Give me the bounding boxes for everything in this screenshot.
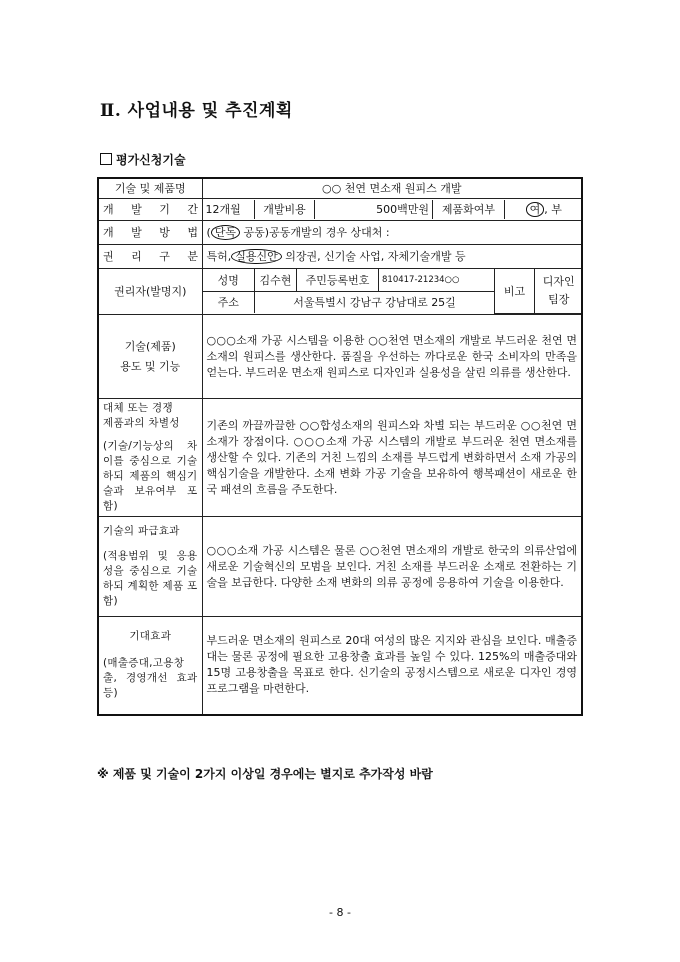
- label-ripple-line1: 기술의 파급효과: [103, 525, 180, 537]
- period-cell: [202, 199, 582, 221]
- label-usage-line2: 용도 및 기능: [120, 359, 181, 373]
- row-differentiation: [98, 399, 582, 517]
- label-expected-note: (매출증대,고용창출, 경영개선 효과 등): [103, 657, 198, 700]
- row-usage: [98, 315, 582, 399]
- label-period: 개 발 기 간: [98, 199, 202, 221]
- row-rights: [98, 245, 582, 269]
- holder-addr-label: 주소: [203, 291, 255, 313]
- label-rights: 권 리 구 분: [98, 245, 202, 269]
- value-rights: [202, 245, 582, 269]
- label-expected-line1: 기대효과: [129, 630, 172, 643]
- label-diff-line1: 대체 또는 경쟁: [103, 402, 173, 414]
- holder-name-label: 성명: [203, 269, 255, 291]
- label-diff-line2: 제품과의 차별성: [103, 417, 180, 429]
- method-rest: 공동)공동개발의 경우 상대처 :: [240, 226, 390, 239]
- label-ripple-note: (적용범위 및 응용성을 중심으로 기술하되 계획한 제품 포함): [103, 550, 198, 607]
- rights-rest: 의장권, 신기술 사업, 자체기술개발 등: [281, 250, 466, 263]
- value-ripple: ○○○소재 가공 시스템은 물론 ○○천연 면소재의 개발로 한국의 의류산업에 새로운 기술혁신의 모범을 보인다. 거친 소재를 부드러운 소재로 전환하는 기술을 보급한다. 다양한 소재 변화의 의류 공정에 응용하여 기술을 이용한다.: [202, 517, 582, 617]
- value-expected: 부드러운 면소재의 원피스로 20대 여성의 많은 지지와 관심을 보인다. 매출증대는 물론 공정에 필요한 고용창출 효과를 높일 수 있다. 125%의 매출증대와 15명 고용창출을 목표로 한다. 신기술의 공정시스템으로 새로운 디자인 경영 프로그램을 마련한다.: [202, 617, 582, 715]
- holder-id-value: 810417-21234○○: [379, 269, 495, 291]
- holder-remark-label: 비고: [495, 269, 535, 313]
- footnote: ※ 제품 및 기술이 2가지 이상일 경우에는 별지로 추가작성 바람: [97, 767, 433, 781]
- subheading: [100, 151, 186, 168]
- label-holder: 권리자(발명지): [98, 269, 202, 315]
- evaluation-table: [97, 177, 583, 716]
- choice-no: 부: [551, 203, 562, 216]
- period-duration: 12개월: [203, 200, 255, 219]
- section-title: Ⅱ. 사업내용 및 추진계획: [100, 101, 293, 121]
- rights-utility: 실용신안: [231, 249, 282, 264]
- value-product-name: ○○ 천연 면소재 원피스 개발: [202, 178, 582, 199]
- label-expected: [98, 617, 202, 715]
- value-usage: ○○○소재 가공 시스템을 이용한 ○○천연 면소재의 개발로 부드러운 천연 면소재의 원피스를 생산한다. 품질을 우선하는 까다로운 한국 소비자의 만족을 얻는다. 부드러운 면소재 원피스로 디자인과 실용성을 살린 의류를 생산한다.: [202, 315, 582, 399]
- commercialized-choice: [505, 200, 583, 219]
- row-expected: [98, 617, 582, 715]
- choice-sep: ,: [544, 203, 548, 216]
- label-usage: [98, 315, 202, 399]
- row-method: [98, 221, 582, 245]
- row-period: [98, 199, 582, 221]
- subheading-label: 평가신청기술: [116, 153, 186, 167]
- holder-remark-value: 디자인팀장: [535, 269, 583, 313]
- value-method: ( 단독 공동)공동개발의 경우 상대처 :: [202, 221, 582, 245]
- label-product-name: 기술 및 제품명: [98, 178, 202, 199]
- value-differentiation: 기존의 까끌까끌한 ○○합성소재의 원피스와 차별 되는 부드러운 ○○천연 면소재가 장점이다. ○○○소재 가공 시스템의 개발로 부드러운 천연 면소재를 생산할 수 있다. 기존의 거친 느낌의 소재를 부드럽게 변화하면서 소재 가공의 핵심기술을 개발한다. 소재 변화 가공 기술을 보유하여 행복패션이 새로운 한국 패션의 흐름을 주도한다.: [202, 399, 582, 517]
- holder-addr-value: 서울특별시 강남구 강남대로 25길: [255, 291, 495, 313]
- label-differentiation: [98, 399, 202, 517]
- cost-value: 500백만원: [315, 200, 433, 219]
- label-ripple: [98, 517, 202, 617]
- method-single: 단독: [211, 225, 240, 240]
- rights-prefix: 특허,: [206, 250, 232, 263]
- page-number: - 8 -: [329, 906, 351, 919]
- holder-cell: [202, 269, 582, 315]
- label-diff-note: (기술/기능상의 차이를 중심으로 기술하되 제품의 핵심기술과 보유여부 포함): [103, 440, 198, 512]
- label-usage-line1: 기술(제품): [124, 339, 176, 353]
- label-method: 개 발 방 법: [98, 221, 202, 245]
- cost-label: 개발비용: [255, 200, 315, 219]
- holder-name-value: 김수현: [255, 269, 297, 291]
- holder-id-label: 주민등록번호: [297, 269, 379, 291]
- row-ripple: [98, 517, 582, 617]
- row-holder: [98, 269, 582, 315]
- checkbox-square-icon: [100, 153, 112, 165]
- row-product-name: [98, 178, 582, 199]
- commercialized-label: 제품화여부: [433, 200, 505, 219]
- choice-yes: 여: [526, 202, 545, 217]
